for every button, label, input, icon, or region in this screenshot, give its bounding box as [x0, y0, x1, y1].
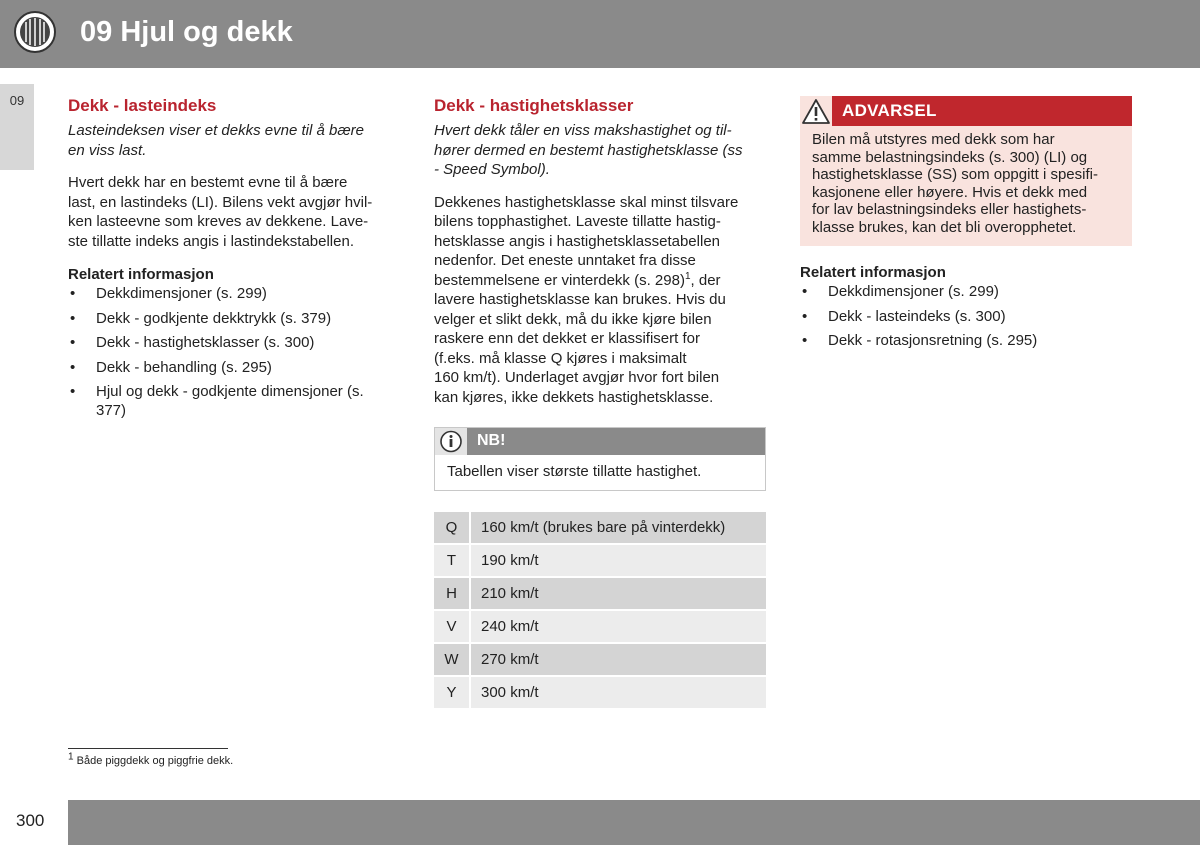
related-link[interactable]: • Dekkdimensjoner (s. 299)	[70, 285, 267, 302]
table-row: T 190 km/t	[434, 544, 766, 577]
note-text: Tabellen viser største tillatte hastighet.	[447, 463, 702, 480]
table-row: Q 160 km/t (brukes bare på vinterdekk)	[434, 512, 766, 544]
section-intro: Lasteindeksen viser et dekks evne til å bære en viss last.	[68, 122, 364, 159]
bullet-icon: •	[70, 383, 76, 400]
related-link[interactable]: • Dekk - behandling (s. 295)	[70, 358, 272, 376]
bullet-icon: •	[70, 334, 76, 351]
warning-text: Bilen må utstyres med dekk som har samme belastningsindeks (s. 300) (LI) og hastighetsklasse (SS) som oppgitt i spesifi- kasjonene eller høyere. Hvis et dekk med for lav belastningsindeks eller hastighets- klasse brukes, kan det bli overopphetet.	[812, 131, 1098, 236]
section-heading: Dekk - hastighetsklasser	[434, 96, 634, 115]
note-header	[435, 428, 765, 455]
related-link[interactable]: • Dekk - godkjente dekktrykk (s. 379)	[70, 309, 332, 327]
warning-header	[800, 96, 1132, 126]
related-heading: Relatert informasjon	[800, 264, 946, 281]
footnote: $^1$ Både piggdekk og piggfrie dekk.	[68, 751, 234, 767]
table-row: H 210 km/t	[434, 577, 766, 610]
page-number: 300	[16, 811, 45, 830]
note-box	[434, 427, 766, 491]
related-list	[68, 284, 393, 420]
column-lasteindeks	[68, 95, 393, 426]
warning-triangle-icon	[800, 96, 832, 126]
warning-label: ADVARSEL	[842, 101, 937, 120]
section-body: Hvert dekk har en bestemt evne til å bære last, en lastindeks (LI). Bilens vekt avgjør hvil- ken lasteevne som kreves av dekkene. Lave- ste tillatte indeks angis i lastindekstabellen.	[68, 174, 373, 250]
column-warning	[800, 96, 1132, 356]
info-icon	[435, 428, 467, 455]
related-heading: Relatert informasjon	[68, 266, 214, 283]
column-hastighetsklasser	[434, 95, 766, 710]
section-intro: Hvert dekk tåler en viss makshastighet og til- hører dermed en bestemt hastighetsklasse (ss - Speed Symbol).	[434, 122, 743, 178]
bullet-icon: •	[70, 358, 76, 376]
table-row: Y 300 km/t	[434, 676, 766, 709]
warning-box	[800, 96, 1132, 246]
related-link[interactable]: • Dekk - lasteindeks (s. 300)	[802, 307, 1006, 325]
related-link[interactable]: • Dekkdimensjoner (s. 299)	[802, 283, 999, 300]
side-tab-label: 09	[9, 93, 25, 108]
page-footer	[68, 800, 1200, 845]
chapter-title: 09 Hjul og dekk	[80, 16, 293, 48]
bullet-icon: •	[802, 332, 808, 349]
bullet-icon: •	[70, 285, 76, 302]
related-list	[800, 282, 1132, 350]
tire-icon	[13, 10, 57, 54]
related-link[interactable]: • Hjul og dekk - godkjente dimensjoner (s. 377)	[70, 383, 364, 419]
related-link[interactable]: • Dekk - rotasjonsretning (s. 295)	[802, 332, 1038, 349]
bullet-icon: •	[802, 307, 808, 325]
related-link[interactable]: • Dekk - hastighetsklasser (s. 300)	[70, 334, 315, 351]
section-body: Dekkenes hastighetsklasse skal minst tilsvare bilens topphastighet. Laveste tillatte hastig- hetsklasse angis i hastighetsklassetabellen nedenfor. Det eneste unntaket fra disse bestemmelsene er vinterdekk (s. 298)$^1$, der lavere hastighetsklasse kan brukes. Hvis du velger et slikt dekk, må du ikke kjøre bilen raskere enn det dekket er klassifisert for (f.eks. må klasse Q kjøres i maksimalt 160 km/t). Underlaget avgjør hvor fort bilen kan kjøres, ikke dekkets hastighetsklasse.	[434, 193, 739, 406]
footnote-ref[interactable]: 1	[684, 270, 691, 282]
bullet-icon: •	[802, 283, 808, 300]
note-label: NB!	[477, 432, 506, 449]
bullet-icon: •	[70, 309, 76, 327]
speed-class-table	[434, 512, 766, 710]
table-row: V 240 km/t	[434, 610, 766, 643]
table-row: W 270 km/t	[434, 643, 766, 676]
section-heading: Dekk - lasteindeks	[68, 96, 217, 115]
footnote-divider	[68, 748, 228, 749]
